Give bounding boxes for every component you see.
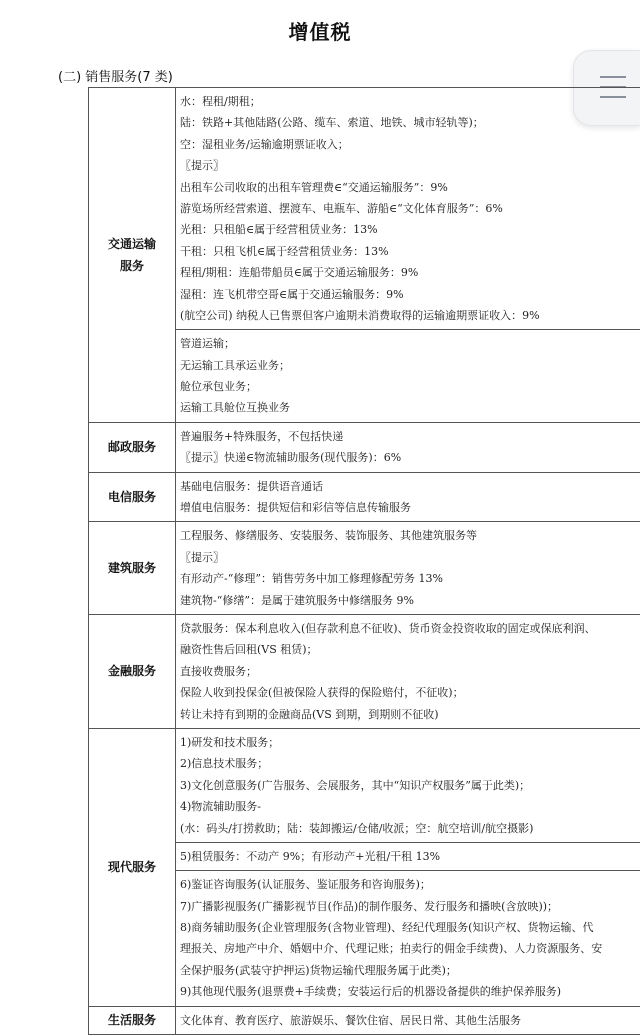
table-row <box>89 88 640 423</box>
content-group <box>176 729 640 842</box>
table-row <box>89 422 640 472</box>
content-line: (水：码头/打捞救助；陆：装卸搬运/仓储/收派；空：航空培训/航空摄影) <box>180 818 640 839</box>
content-group <box>176 842 640 870</box>
category-cell <box>89 422 176 472</box>
content-group <box>176 88 640 329</box>
category-cell <box>89 88 176 423</box>
content-cell <box>176 614 640 728</box>
vat-services-table <box>88 87 640 1035</box>
content-group <box>176 423 640 472</box>
content-cell <box>176 1006 640 1034</box>
table-row <box>89 1006 640 1034</box>
category-label: 交通运输 <box>89 233 175 255</box>
content-line: 全保护服务(武装守护押运)货物运输代理服务属于此类)； <box>180 960 640 981</box>
content-line: 贷款服务：保本利息收入(但存款利息不征收)、货币资金投资收取的固定或保底利润、 <box>180 618 640 639</box>
content-line: 9)其他现代服务(退票费+手续费；安装运行后的机器设备提供的维护保养服务) <box>180 981 640 1002</box>
content-line: 直接收费服务； <box>180 661 640 682</box>
content-line: 游览场所经营索道、摆渡车、电瓶车、游船∈“文化体育服务”：6% <box>180 198 640 219</box>
category-cell <box>89 1006 176 1034</box>
content-line: 水：程租/期租； <box>180 91 640 112</box>
content-line: 4)物流辅助服务- <box>180 796 640 817</box>
content-line: 舱位承包业务； <box>180 376 640 397</box>
table-row <box>89 472 640 522</box>
content-line: 程租/期租：连船带船员∈属于交通运输服务：9% <box>180 262 640 283</box>
content-line: 出租车公司收取的出租车管理费∈“交通运输服务”：9% <box>180 177 640 198</box>
content-line: 普遍服务+特殊服务，不包括快递 <box>180 426 640 447</box>
category-label: 现代服务 <box>89 856 175 878</box>
content-line: 2)信息技术服务； <box>180 753 640 774</box>
content-line: 基础电信服务：提供语音通话 <box>180 476 640 497</box>
category-cell <box>89 614 176 728</box>
content-line: 光租：只租船∈属于经营租赁业务：13% <box>180 219 640 240</box>
content-group <box>176 329 640 422</box>
category-label: 金融服务 <box>89 660 175 682</box>
content-line: (航空公司) 纳税人已售票但客户逾期未消费取得的运输逾期票证收入：9% <box>180 305 640 326</box>
content-group <box>176 1007 640 1034</box>
category-label: 建筑服务 <box>89 557 175 579</box>
content-group <box>176 522 640 614</box>
content-group <box>176 473 640 522</box>
content-group <box>176 615 640 728</box>
content-line: 管道运输； <box>180 333 640 354</box>
content-line: 8)商务辅助服务(企业管理服务(含物业管理)、经纪代理服务(知识产权、货物运输、代 <box>180 917 640 938</box>
page-title: 增值税 <box>0 16 640 45</box>
content-line: 5)租赁服务：不动产 9%；有形动产+光租/干租 13% <box>180 846 640 867</box>
content-line: 3)文化创意服务(广告服务、会展服务，其中“知识产权服务”属于此类)； <box>180 775 640 796</box>
content-line: 7)广播影视服务(广播影视节目(作品)的制作服务、发行服务和播映(含放映))； <box>180 896 640 917</box>
category-label: 生活服务 <box>89 1009 175 1031</box>
content-line: 文化体育、教育医疗、旅游娱乐、餐饮住宿、居民日常、其他生活服务 <box>180 1010 640 1031</box>
content-group <box>176 870 640 1005</box>
content-line: 理报关、房地产中介、婚姻中介、代理记账；拍卖行的佣金手续费)、人力资源服务、安 <box>180 938 640 959</box>
category-cell <box>89 472 176 522</box>
content-line: 6)鉴证咨询服务(认证服务、鉴证服务和咨询服务)； <box>180 874 640 895</box>
table-row <box>89 728 640 1006</box>
category-label: 服务 <box>89 255 175 277</box>
content-line: 〖提示〗 <box>180 547 640 568</box>
table-row <box>89 614 640 728</box>
content-line: 陆：铁路+其他陆路(公路、缆车、索道、地铁、城市轻轨等)； <box>180 112 640 133</box>
category-label: 邮政服务 <box>89 436 175 458</box>
content-line: 保险人收到投保金(但被保险人获得的保险赔付，不征收)； <box>180 682 640 703</box>
content-line: 1)研发和技术服务； <box>180 732 640 753</box>
content-line: 工程服务、修缮服务、安装服务、装饰服务、其他建筑服务等 <box>180 525 640 546</box>
content-line: 〖提示〗快递∈物流辅助服务(现代服务)：6% <box>180 447 640 468</box>
content-line: 运输工具舱位互换业务 <box>180 397 640 418</box>
content-line: 转让未持有到期的金融商品(VS 到期，到期则不征收) <box>180 704 640 725</box>
content-line: 增值电信服务：提供短信和彩信等信息传输服务 <box>180 497 640 518</box>
content-line: 〖提示〗 <box>180 155 640 176</box>
content-cell <box>176 728 640 1006</box>
content-line: 湿租：连飞机带空哥∈属于交通运输服务：9% <box>180 284 640 305</box>
category-cell <box>89 522 176 615</box>
content-line: 建筑物-“修缮”：是属于建筑服务中修缮服务 9% <box>180 590 640 611</box>
section-heading: (二) 销售服务(7 类) <box>58 66 173 85</box>
category-cell <box>89 728 176 1006</box>
content-line: 空：湿租业务/运输逾期票证收入； <box>180 134 640 155</box>
content-line: 有形动产-“修理”：销售劳务中加工修理修配劳务 13% <box>180 568 640 589</box>
content-line: 无运输工具承运业务； <box>180 355 640 376</box>
content-cell <box>176 522 640 615</box>
content-cell <box>176 88 640 423</box>
table-row <box>89 522 640 615</box>
content-line: 融资性售后回租(VS 租赁)； <box>180 639 640 660</box>
content-cell <box>176 422 640 472</box>
content-cell <box>176 472 640 522</box>
category-label: 电信服务 <box>89 486 175 508</box>
content-line: 干租：只租飞机∈属于经营租赁业务：13% <box>180 241 640 262</box>
